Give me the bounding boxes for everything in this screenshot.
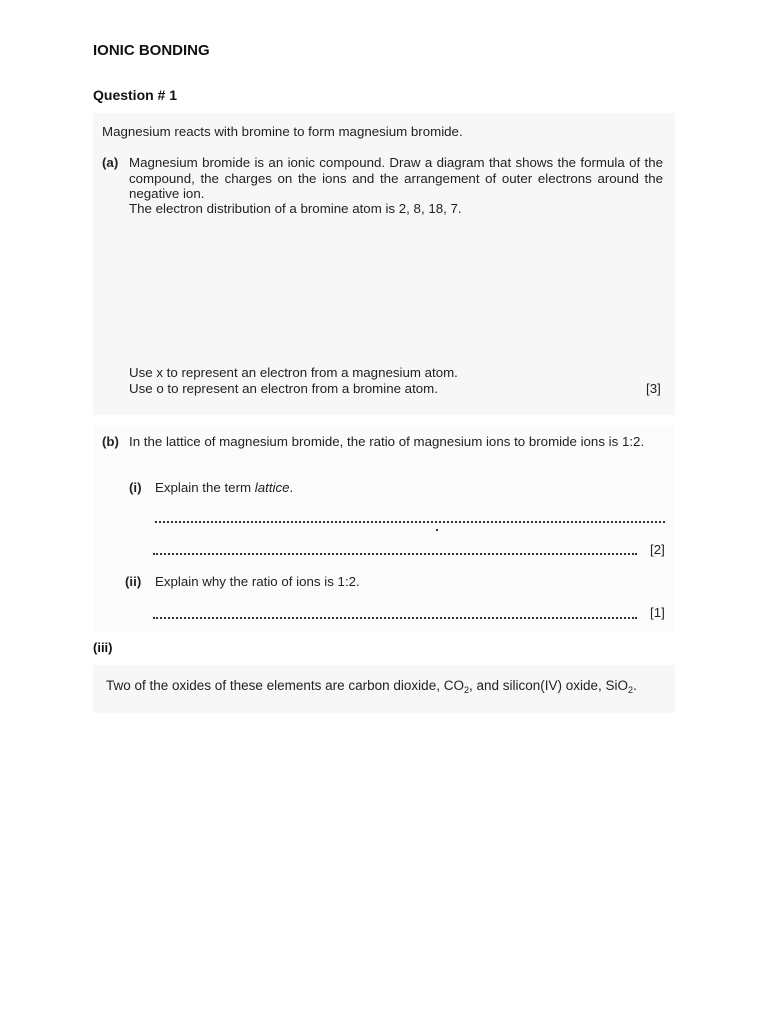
sio2-subscript: 2 <box>628 685 634 695</box>
part-a-label: (a) <box>102 155 119 170</box>
question-number: Question # 1 <box>93 87 178 103</box>
lattice-term: lattice <box>254 480 290 495</box>
electron-note-magnesium: Use x to represent an electron from a magnesium atom. <box>129 365 458 380</box>
part-a-text: Magnesium bromide is an ionic compound. Draw a diagram that shows the formula of the compound, the charges on the ions and the arrangement of outer electrons around the negative ion. <box>129 155 663 201</box>
bromine-distribution: The electron distribution of a bromine atom is 2, 8, 18, 7. <box>129 201 462 216</box>
co2-subscript: 2 <box>463 685 469 695</box>
part-b-i-label: (i) <box>129 480 142 495</box>
part-b-ii-label: (ii) <box>125 574 142 589</box>
part-iii-text <box>106 677 666 695</box>
stray-dot <box>436 529 438 531</box>
part-a-marks: [3] <box>646 381 661 396</box>
part-b-label: (b) <box>102 434 119 449</box>
electron-note-bromine: Use o to represent an electron from a bromine atom. <box>129 381 438 396</box>
part-b-i-marks: [2] <box>650 542 665 557</box>
part-iii-text-c: . <box>633 678 637 693</box>
page-title: IONIC BONDING <box>93 42 210 59</box>
answer-line-b-i-1[interactable] <box>155 521 665 523</box>
part-b-ii-text: Explain why the ratio of ions is 1:2. <box>155 574 360 589</box>
intro-text: Magnesium reacts with bromine to form magnesium bromide. <box>102 124 463 139</box>
part-b-text: In the lattice of magnesium bromide, the ratio of magnesium ions to bromide ions is 1:2. <box>129 434 645 449</box>
diagram-answer-space <box>129 225 663 360</box>
part-b-i-text-start: Explain the term <box>155 480 255 495</box>
part-iii-text-b: , and silicon(IV) oxide, SiO <box>468 678 629 693</box>
part-b-i-text <box>155 480 293 496</box>
part-b-i-text-end: . <box>289 480 294 495</box>
part-b-ii-marks: [1] <box>650 605 665 620</box>
part-iii-label: (iii) <box>93 640 113 655</box>
scanned-question-b <box>93 425 675 632</box>
part-iii-text-a: Two of the oxides of these elements are carbon dioxide, CO <box>106 678 464 693</box>
answer-line-b-ii[interactable] <box>153 617 637 619</box>
answer-line-b-i-2[interactable] <box>153 553 637 555</box>
